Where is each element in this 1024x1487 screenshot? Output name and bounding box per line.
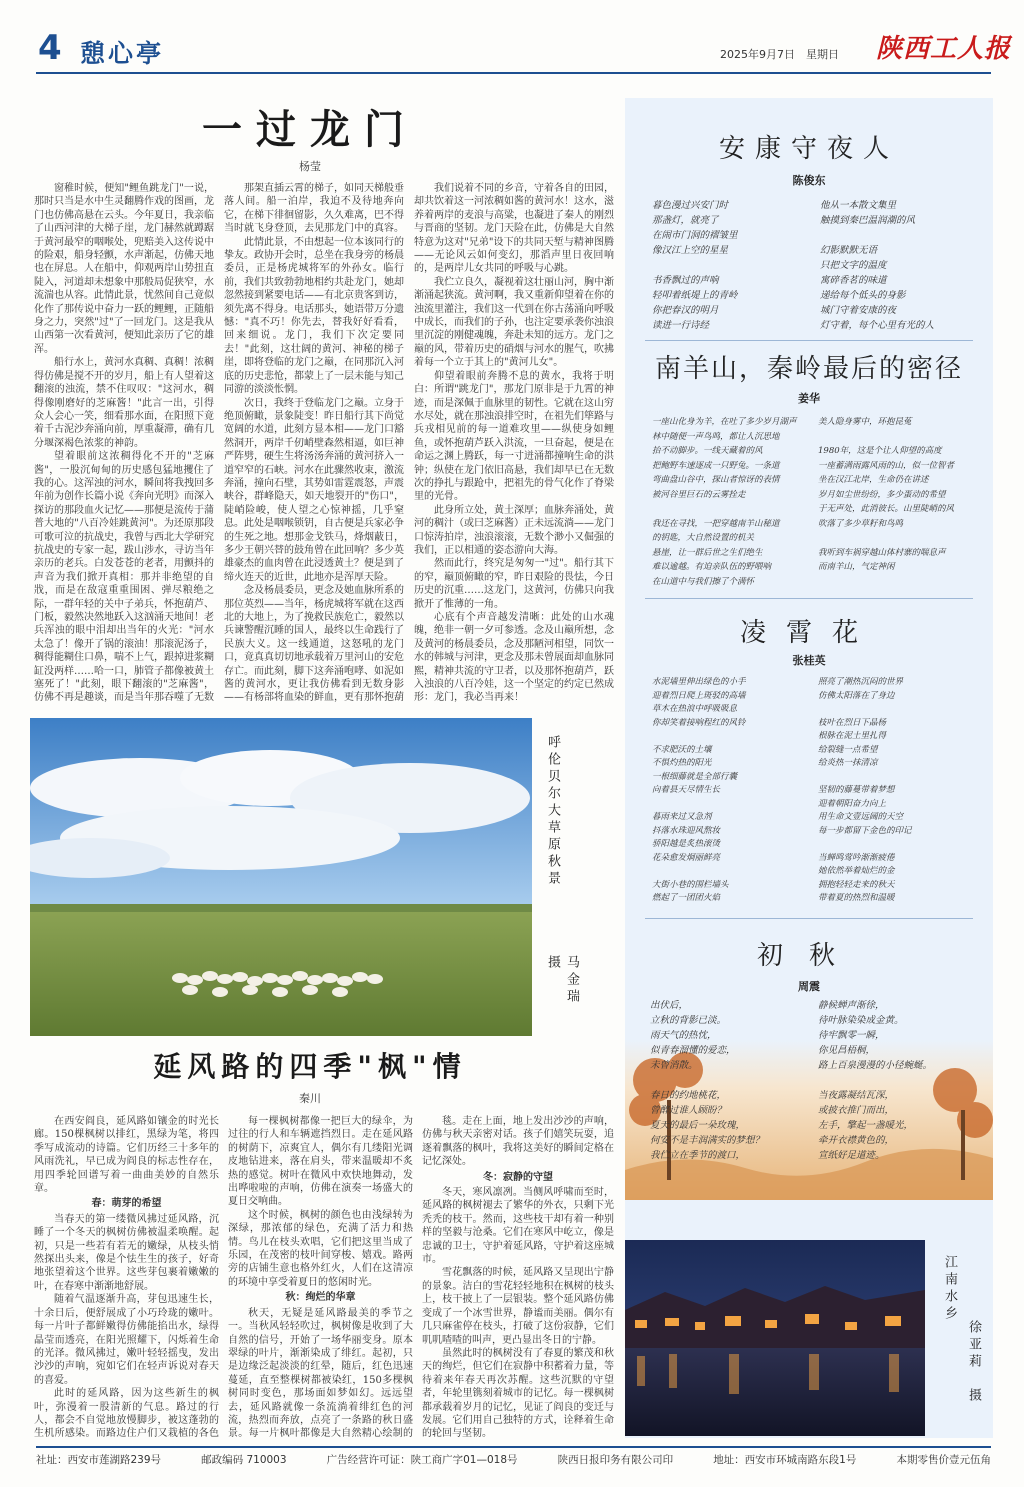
poem-line: 1980年，这是个让人仰望的高度 — [818, 446, 942, 456]
poem-line: 水泥墙里伸出绿色的小手 — [652, 677, 746, 687]
paragraph: 当春天的第一缕微风拂过延风路，沉睡了一个冬天的枫树仿佛被温柔唤醒。起初，只是一些若有若无的嫩绿，从枝头悄然探出头来，像是个怯生生的孩子，好奇地张望着这个世界。这些芽包裹着嫩嫩的叶，在春寒中渐渐地舒展。 — [34, 1213, 219, 1292]
poem-line: 触摸到秦巴温润潮的风 — [820, 215, 916, 226]
poem-line — [652, 730, 812, 744]
paragraph: 船行水上，黄河水真稠、真稠！浓稠得仿佛是搅不开的岁月，船上有人望着这翻滚的浊流，禁不住叹叹："这河水，稠得像刚磨好的芝麻酱！"此言一出，引得众人会心一笑，细看那水面，在阳照下竟着千古泥沙奔涌向前，厚重凝滞，确有几分堰深褐色浓浆的神韵。 — [34, 357, 214, 449]
issue-date: 2025年9月7日 星期日 — [720, 48, 839, 61]
poem1-left-column — [652, 198, 812, 333]
poem-line: 春日的约地桃花， — [650, 1090, 727, 1101]
poem-line: 左手，擎起一盏暖光， — [818, 1120, 914, 1131]
poem-line: 用生命文壹远阔的天空 — [818, 812, 904, 822]
poem-line: 暮色漫过兴安门时 — [652, 200, 729, 211]
poem-line: 被河谷里巨石的云雾拴走 — [652, 489, 746, 500]
footer-ad-license: 广告经营许可证：陕工商广字01—018号 — [326, 1454, 518, 1466]
poem-line: 读进一行诗经 — [652, 320, 710, 331]
poem-line: 书香飘过的声响 — [652, 275, 719, 286]
footer — [36, 1452, 991, 1467]
poem-line: 照亮了潮热沉闷的世界 — [818, 677, 904, 687]
poem-line: 暮雨来过又急剂 — [652, 812, 712, 822]
season-heading-winter: 冬：寂静的守望 — [483, 1171, 553, 1183]
paragraph: 每一棵枫树都像一把巨大的绿伞，为过往的行人和车辆遮挡烈日。走在延风路的树荫下，凉爽宜人，偶尔有几缕阳光调皮地钻进来，落在肩头，带来温暖却不炙热的感觉。树叶在微风中欢快地舞动，发出哗啦啦的声响，仿佛在演奏一场盛大的夏日交响曲。 — [228, 1116, 413, 1208]
poem-line: 的钥匙，大自然设置的机关 — [652, 533, 755, 543]
poem-line: 一座山化身为羊，在吐了多少岁月湖声 — [652, 417, 797, 427]
poem2-title: 南羊山，秦岭最后的密径 — [654, 354, 963, 384]
poem-line: 出伏后， — [650, 1000, 689, 1011]
poem3-title: 凌霄花 — [739, 618, 878, 648]
poem-line: 给炎热一抹清凉 — [818, 758, 878, 768]
poem2-right-column — [818, 415, 986, 575]
poem-line: 城门守着安康的夜 — [820, 305, 897, 316]
poem-line — [818, 531, 986, 546]
poem-line: 枝叶在烈日下晶杨 — [818, 717, 887, 728]
article2-title: 延风路的四季"枫"情 — [153, 1050, 467, 1083]
poem-line: 当夜露凝结瓦深， — [818, 1090, 895, 1101]
poem-line: 于无声处，此消彼长。山里陡峭的风 — [818, 504, 955, 514]
poem-line: 路上百泉漫漫的小径蜿蜒。 — [818, 1060, 933, 1071]
footer-printer-address: 地址：西安市环城南路东段1号 — [713, 1454, 857, 1466]
poem-line: 不惧灼热的阳光 — [652, 758, 712, 768]
poem-line: 带着夏的热烈和温暖 — [818, 893, 895, 903]
poem-line: 灯守着，每个心里有光的人 — [820, 320, 935, 331]
poem-line: 坐在汉江北岸，生命仍在讲述 — [818, 475, 929, 485]
poem-line — [820, 228, 985, 243]
poem-line: 美人隐身雾中，环抱昆菟 — [818, 417, 912, 427]
poem-line: 大街小巷的围栏墙头 — [652, 879, 729, 890]
footer-printer: 陕西日报印务有限公司印 — [557, 1454, 674, 1466]
poem-line: 或披衣推门而出， — [818, 1105, 895, 1116]
watertown-illustration — [625, 1240, 925, 1436]
poem-line: 悬崖，让一群后世之生们绝生 — [652, 547, 763, 558]
poem-line: 抬不动脚步。一线天藏着的风 — [652, 446, 763, 456]
photo2-caption-title: 江南水乡 — [942, 1255, 957, 1323]
poem-line: 一根细藤就是全部行囊 — [652, 771, 738, 782]
poem-line: 牵开衣襟黄色的， — [818, 1135, 895, 1146]
poem-line: 抖落水珠迎风熬妆 — [652, 825, 721, 836]
article2-column-1 — [34, 1115, 219, 1440]
poem4-title: 初秋 — [756, 941, 861, 971]
poem-line: 递给每个低头的身影 — [820, 290, 906, 301]
masthead-logo: 陕西工人报 — [876, 34, 1012, 64]
article2-column-3 — [422, 1115, 614, 1440]
poem-line: 未曾消散。 — [650, 1060, 698, 1071]
poem-line: 当蝉鸣莺吟渐渐疲倦 — [818, 852, 895, 863]
poem-line: 一座蓄满雨露风雨的山，似一位智者 — [818, 460, 955, 471]
poem-line: 每一步都留下金色的印记 — [818, 825, 912, 836]
paragraph: 毯。走在上面，地上发出沙沙的声响，仿佛与秋天亲密对话。孩子们嬉笑玩耍，追逐着飘落的枫叶，我将这美好的瞬间定格在记忆深处。 — [422, 1116, 614, 1168]
paragraph: 窗稚时候，便知"鲤鱼跳龙门"一说，那时只当是水中生灵翻腾作戏的图画，龙门也仿佛高悬在云头。今年夏日，我亲临了山西河津的大梯子崖，龙门赫然就蹲踞于黄河最窄的咽喉处，兜赔美入这传说中的险艰，船身轻颤，水声渐起，仿佛天地也在屏息。人在船中，仰观两岸山势扭直陡入，河道却未想象中那般局促狭窄，水流湍也从容。此情此景，忧然间自己竟似化作了那传说中奋力一跃的鲤鲤，正随船身之力，突然"过"了一回龙门。这是我从山西第一次看黄河，便知此亲历了它的雄浑。 — [34, 183, 214, 355]
poem-line: 花朵愈发炯丽鲜亮 — [652, 852, 721, 863]
poem-line: 待牢飘零一瞬， — [818, 1030, 885, 1041]
poem-line: 待叶脉染染成金黄。 — [818, 1015, 904, 1026]
poem-line: 我还在寻找，一把穿越南羊山秘道 — [652, 518, 780, 529]
poem-line: 不求肥沃的土壤 — [652, 744, 712, 755]
poem-line — [818, 430, 986, 445]
poem-line: 曾醉过谁人顾盼？ — [650, 1105, 727, 1116]
poem-line — [652, 798, 812, 812]
poem-line — [818, 838, 986, 852]
article2-column-2 — [228, 1115, 413, 1440]
poem-line: 只把文字的温度 — [820, 260, 887, 271]
poem-line: 根脉在泥土里扎得 — [818, 731, 887, 741]
poem-divider — [645, 918, 973, 919]
poem-line — [818, 703, 986, 717]
paragraph: 冬天，寒风凛冽。当侧风呼啸而至时，延风路的枫树褪去了繁华的外衣，只剩下光秃秃的枝干。然而，这些枝干却有着一种别样的坚毅与沧桑。它们在寒风中屹立，像是忠诚的卫士，守护着延风路，守护着这座城市。 — [422, 1187, 614, 1266]
poem-line: 雨天气的热忱， — [650, 1030, 717, 1041]
article1-column-2 — [224, 182, 404, 704]
paragraph: 仰望着眼前奔腾不息的黄水，我将于明白：所谓"跳龙门"，那龙门原非是于九霄的神迹，而是深佩于血脉里的韧性。它就在这山穷水尽处，就在那浊浪排空时，在祖先们筚路与兵戎相见前的每一道难攻里——纵使身如鲤鱼，或怀抱葫芦跃入洪流，一旦奋起，便是在命运之渊上腾跃，每一寸迸涌都撞响生命的洪钟；纵使在龙门依旧高悬，我们却早已在无数次的挣扎与跟跄中，把祖先的骨气化作了脊梁里的光骨。 — [414, 370, 614, 503]
poem-line: 仿佛太阳落在了身边 — [818, 690, 895, 701]
photo2-caption-credit: 徐亚莉 摄 — [966, 1320, 981, 1405]
poem4-author: 周震 — [798, 980, 820, 993]
paragraph: 那架直插云霄的梯子，如同天梯般垂落人间。船一泊岸，我迫不及待地奔向它，在梯下徘徊留影，久久难离，巴不得当时就飞身登顶，去见那龙门中的真容。 — [224, 183, 404, 235]
poem-line: 宣纸好足道迹。 — [818, 1150, 885, 1161]
poem-line: 草木在热浪中呼吸吸息 — [652, 704, 738, 714]
poem-line: 吹落了多少草籽和鸟鸣 — [818, 518, 904, 529]
poem-line: 她依然举着灿烂的金 — [818, 866, 895, 876]
poem-line: 弯曲盘山谷中，探山者惊讶的表情 — [652, 475, 780, 485]
paragraph: 随着气温逐渐升高，芽包迅速生长，十余日后，便舒展成了小巧玲珑的嫩叶。每一片叶子都鲜嫩得仿佛能掐出水，绿得晶莹而透亮，在阳光照耀下，闪烁着生命的光泽。微风拂过，嫩叶轻轻摇曳，发出沙沙的声响，宛如它们在轻声诉说对春天的喜爱。 — [34, 1294, 219, 1386]
poem-line: 岁月如尘世纷纷，多少蛋动的希望 — [818, 489, 946, 500]
footer-postcode: 邮政编码 710003 — [201, 1454, 287, 1466]
poem3-author: 张桂英 — [792, 654, 826, 667]
paragraph: 此身所立处，黄土深厚；血脉奔涌处，黄河的稠汁（或曰芝麻酱）正未远流淌——龙门口惊涛拍岸，浊浪滚滚，无数个渺小又倔强的我们，正以相通的姿态游向大海。 — [414, 504, 614, 556]
poem-line: 迎着朝阳奋力向上 — [818, 798, 887, 809]
poem-line: 坚韧的藤蔓带着梦想 — [818, 785, 895, 795]
poem-divider — [645, 340, 973, 341]
poem-line: 给裂缝一点希望 — [818, 744, 878, 755]
footer-rule — [36, 1446, 991, 1448]
poem2-author: 姜华 — [798, 392, 820, 405]
poem-line: 立秋的背影已淡。 — [650, 1015, 727, 1026]
season-heading-spring: 春：萌芽的希望 — [91, 1198, 162, 1210]
poem-divider — [645, 598, 973, 599]
poem-line — [652, 502, 812, 517]
poem-line: 幻影默默无语 — [820, 245, 878, 256]
photo1-caption-title: 呼伦贝尔大草原秋景 — [545, 735, 560, 888]
poem-line: 那盏灯，就亮了 — [652, 215, 719, 226]
poem-line: 难以逾越。有迫亲队伍的野喂响 — [652, 562, 772, 572]
poem-line: 何安不是丰润满实的梦想？ — [650, 1135, 765, 1146]
poem-line: 而南羊山，气定神闲 — [818, 562, 895, 572]
footer-address: 社址：西安市莲湖路239号 — [36, 1454, 162, 1466]
poem-line: 我伫立在季节的渡口， — [650, 1150, 746, 1161]
paragraph: 念及杨晨委员，更念及她血脉所系的那位英烈——当年，杨虎城将军就在这西北的大地上，为了挽救民族危亡，毅然以兵谏警醒沉睡的国人，最终以生命践行了民族大义。这一线通道，这怒吼的龙门口，竟真真切切地承载着万里河山的安危存亡。而此刻，脚下这奔涌咆哮、如泥如酱的黄河水，更让我仿佛看到无数身影——有杨部将血染的鲜血，更有那怀抱葫 — [224, 585, 404, 704]
poem-line: 我听到车祸穿越山体村寨的喘息声 — [818, 547, 946, 558]
poem-line: 静候蝉声渐徐， — [818, 1000, 885, 1011]
poem-line: 林中随便一声鸟鸣，都让人沉思地 — [652, 431, 780, 442]
poem-line: 迎着烈日爬上斑驳的高墙 — [652, 690, 746, 701]
article1-title: 一过龙门 — [202, 106, 418, 153]
paragraph: 望着眼前这浓稠得化不开的"芝麻酱"，一股沉甸甸的历史感包猛地攫住了我的心。这浑浊的河水，瞬间将我拽回多年前为创作长篇小说《奔向光明》而深入探访的那段血火记忆——那便是流传于蒲普大地的"八百冷娃跳黄河"。为还原那段可歌可泣的抗战史，我曾与西北大学研究抗战史的专家一起，跋山涉水，寻访当年亲历的老兵。白发苍苍的老者，用颤抖的声音为我们掀开真相：那并非绝望的自戕，而是在敌寇重重围困、弹尽粮绝之际，一群年轻的关中子弟兵，怀抱葫芦、门板，毅然决然地跃入这汹涌天地间！老兵浑浊的眼中泪却出当年的火光："河水太急了！像开了锅的滚油！那滚泥汤子，稠得能糊住口鼻，喘不上气，跟掉进浆糊缸没两样……哈一口，肺管子都像被黄土塞死了！"此刻，眼下翻滚的"芝麻酱"，仿佛不再是趣谈，而是当年那吞噬了无数 — [34, 451, 214, 704]
poem-line: 你见昌梧桐， — [818, 1045, 876, 1056]
article1-column-1 — [34, 182, 214, 704]
poem-line: 你却笑着接响程红的风铃 — [652, 717, 746, 728]
poem-line: 拥抱轻轻走来的秋天 — [818, 879, 895, 890]
paragraph: 此情此景，不由想起一位本该同行的挚友。政协开会时，总坐在我身旁的杨晨委员，正是杨虎城将军的外孙女。临行前，我们共致勃勃地相约共赴龙门，她却忽然接到紧要电话——有北京贵客到访，须先离不得身。电话那头，她语带万分遗憾："真不巧！你先去，替我好好看看，回来细说。龙门，我们下次定要同去！"此刻，这壮阔的黄河、神秘的梯子崖，即将登临的龙门之巅，在同那沉入河底的历史悲怆，都蒙上了一层未能与知己同游的淡淡怅惘。 — [224, 236, 404, 396]
paragraph: 然而此行，终究是匆匆一"过"。船行其下的窄，巅顶俯瞰的窄，昨日艰险的畏怯，今日历史的沉重……这龙门，这黄河，仿佛只向我掀开了惟薄的一角。 — [414, 558, 614, 610]
footer-price: 本期零售价壹元伍角 — [896, 1454, 991, 1466]
poem-line: 夏天的最后一朵玫瑰， — [650, 1120, 746, 1131]
poem-line: 似青春溜懂的爱恋， — [650, 1045, 736, 1056]
paragraph: 雪花飘落的时候，延风路又呈现出宁静的景象。洁白的雪花轻轻地积在枫树的枝头上，枝干披上了一层银装。整个延风路仿佛变成了一个冰雪世界，静谧而美丽。偶尔有几只麻雀停在枝头，打破了这份寂静，它们叽叽喳喳的叫声，更凸显出冬日的宁静。 — [422, 1267, 614, 1346]
poem-line — [650, 1073, 810, 1088]
poem-line — [818, 1073, 986, 1088]
photo1-caption-credit: 马金瑞 摄 — [545, 955, 579, 1023]
poem-line: 骄阳越是炙热滚烫 — [652, 839, 721, 849]
poem1-title: 安康守夜人 — [718, 134, 899, 164]
poem4-right-column — [818, 998, 986, 1163]
poem-line — [652, 258, 812, 273]
poem-line: 你把春汉的明月 — [652, 305, 719, 316]
poem-line: 把鲍野车速逐成一只野兔。一条道 — [652, 460, 780, 471]
poem-line: 在闹市门洞的褶皱里 — [652, 230, 738, 241]
paragraph: 我伫立良久，凝视着这壮丽山河，胸中渐渐涌起狭流。黄河啊，我又重新仰望着在你的浊流里灌注，我们这一代到在你古荡涌向呼吸中成长，而我们的子孙，也注定要承袭你浊浪里沉淀的刚健魂魄，奔赴未知的远方。龙门之巅的风，带着历史的硝烟与河水的腥气，吹拂着每一个立于其上的"黄河儿女"。 — [414, 276, 614, 369]
poem1-author: 陈俊东 — [792, 174, 826, 187]
paragraph: 心底有个声音越发清晰：此处的山水魂魄，绝非一朝一夕可参透。念及山巅所想，念及黄河的杨晨委员，念及那陋河相望，同饮一水的韩城与河津，更念及那未曾展面却血脉同熙，精神共流的守卫者，以及那怀抱葫芦，跃入浊浪的八百冷娃，这一个坚定的约定已然成形：龙门，我必当再来！ — [414, 612, 614, 704]
article2-author: 秦川 — [299, 1092, 321, 1105]
paragraph: 在西安阎良，延风路如镶金的时光长廊。150棵枫树以排红，黑绿为笔，将四季写成流动的诗篇。它们历经三十多年的风雨洗礼，早已成为阎良的标志性存在，用四季轮回谱写着一曲曲美妙的自然乐章。 — [34, 1116, 219, 1195]
poem2-left-column — [652, 415, 812, 589]
section-name: 憩心亭 — [80, 39, 165, 68]
poem-line — [652, 865, 812, 879]
poem-line — [818, 771, 986, 785]
page-number: 4 — [38, 28, 62, 68]
paragraph: 次日，我终于登临龙门之巅。立身于绝顶俯瞰，景象陡变！昨日船行其下尚觉宽阔的水道，此刻方显本相——龙门口豁然洞开，两岸千仞峭壁森然相逼，如巨神严阵劈，硬生生将汤汤奔涌的黄河挤入一道窄窄的石峡。河水在此骤然收束，激流奔涌，撞向石壁，其势如雷霆震怒，声震峡谷，群峰隐天，如天地裂开的"伤口"，陡峭险峻，使人望之心惊神摇，几乎窒息。此处是咽喉锁钥，自古便是兵家必争的生死之地。想那金戈铁马，烽烟蔽日，多少王朝兴替的鼓角曾在此回响？多少英雄豪杰的血肉曾在此浸透黄土？便是到了缔火连天的近世，此地亦是浑厚天险。 — [224, 397, 404, 583]
poem1-right-column — [820, 198, 985, 333]
poem-line: 轻叩着纸堤上的青岭 — [652, 290, 738, 301]
header-rule — [36, 72, 991, 74]
paragraph: 我们说着不同的乡音，守着各自的田园，却共饮着这一河浓稠如酱的黄河水！这水，滋养着两岸的麦浪与高粱，也凝进了秦人的刚烈与晋商的坚韧。龙门天险在此，仿佛是大自然特意为这对"兄弟"设下的共同天堑与精神图腾——无论风云如何变幻，那滔声里日夜回响的，是两岸儿女共同的呼吸与心跳。 — [414, 183, 614, 275]
poem-line: 在山道中与我们擦了个满怀 — [652, 576, 755, 587]
article1-column-3 — [414, 182, 614, 704]
poem-line: 他从一本散文集里 — [820, 200, 897, 211]
grassland-illustration — [30, 718, 532, 1036]
article1-author: 杨莹 — [299, 160, 321, 173]
paragraph: 虽然此时的枫树没有了春夏的繁茂和秋天的绚烂，但它们在寂静中积蓄着力量，等待着来年春天再次苏醒。这些沉默的守望者，年轮里镌刻着城市的记忆。每一棵枫树都承载着岁月的记忆，见证了阎良的变迁与发展。它们用自己独特的方式，诠释着生命的轮回与坚韧。 — [422, 1347, 614, 1440]
poem-line: 燃起了一团团火焰 — [652, 893, 721, 903]
paragraph: 此时的延风路，因为这些新生的枫叶，弥漫着一股清新的气息。路过的行人，都会不自觉地放慢脚步，被这蓬勃的生机所感染。而路边住户们又栽植的各色 — [34, 1388, 219, 1440]
poem-line: 像汉江上空的星星 — [652, 245, 729, 256]
paragraph: 秋天，无疑是延风路最美的季节之一。当秋风轻轻吹过，枫树像是收到了大自然的信号，开始了一场华丽变身。原本翠绿的叶片，渐渐染成了绯红。起初，只是边缘泛起淡淡的红晕，随后，红色迅速蔓延，直至整棵树都被染红，150多棵枫树同时变色，那场面如梦如幻。远远望去，延风路就像一条流淌着绯红色的河流，热烈而奔放，点亮了一条路的秋日盛景。每一片枫叶都像是大自然精心绘制的 — [228, 1307, 413, 1440]
paragraph: 这个时候，枫树的颜色也由浅绿转为深绿，那浓郁的绿色，充满了活力和热情。鸟儿在枝头欢唱，它们把这里当成了乐园，在茂密的枝叶间穿梭、嬉戏。路两旁的店铺生意也格外红火，人们在这清凉的环境中享受着夏日的悠闲时光。 — [228, 1209, 413, 1288]
poem-line: 寓碎香茗的味道 — [820, 275, 887, 286]
poem3-left-column — [652, 676, 812, 906]
season-heading-autumn: 秋：绚烂的华章 — [285, 1292, 356, 1304]
poem-line: 向着县天尽情生长 — [652, 785, 721, 795]
poem3-right-column — [818, 676, 986, 906]
poem4-left-column — [650, 998, 810, 1163]
watertown-photo — [625, 1240, 925, 1436]
grassland-photo — [30, 718, 532, 1036]
